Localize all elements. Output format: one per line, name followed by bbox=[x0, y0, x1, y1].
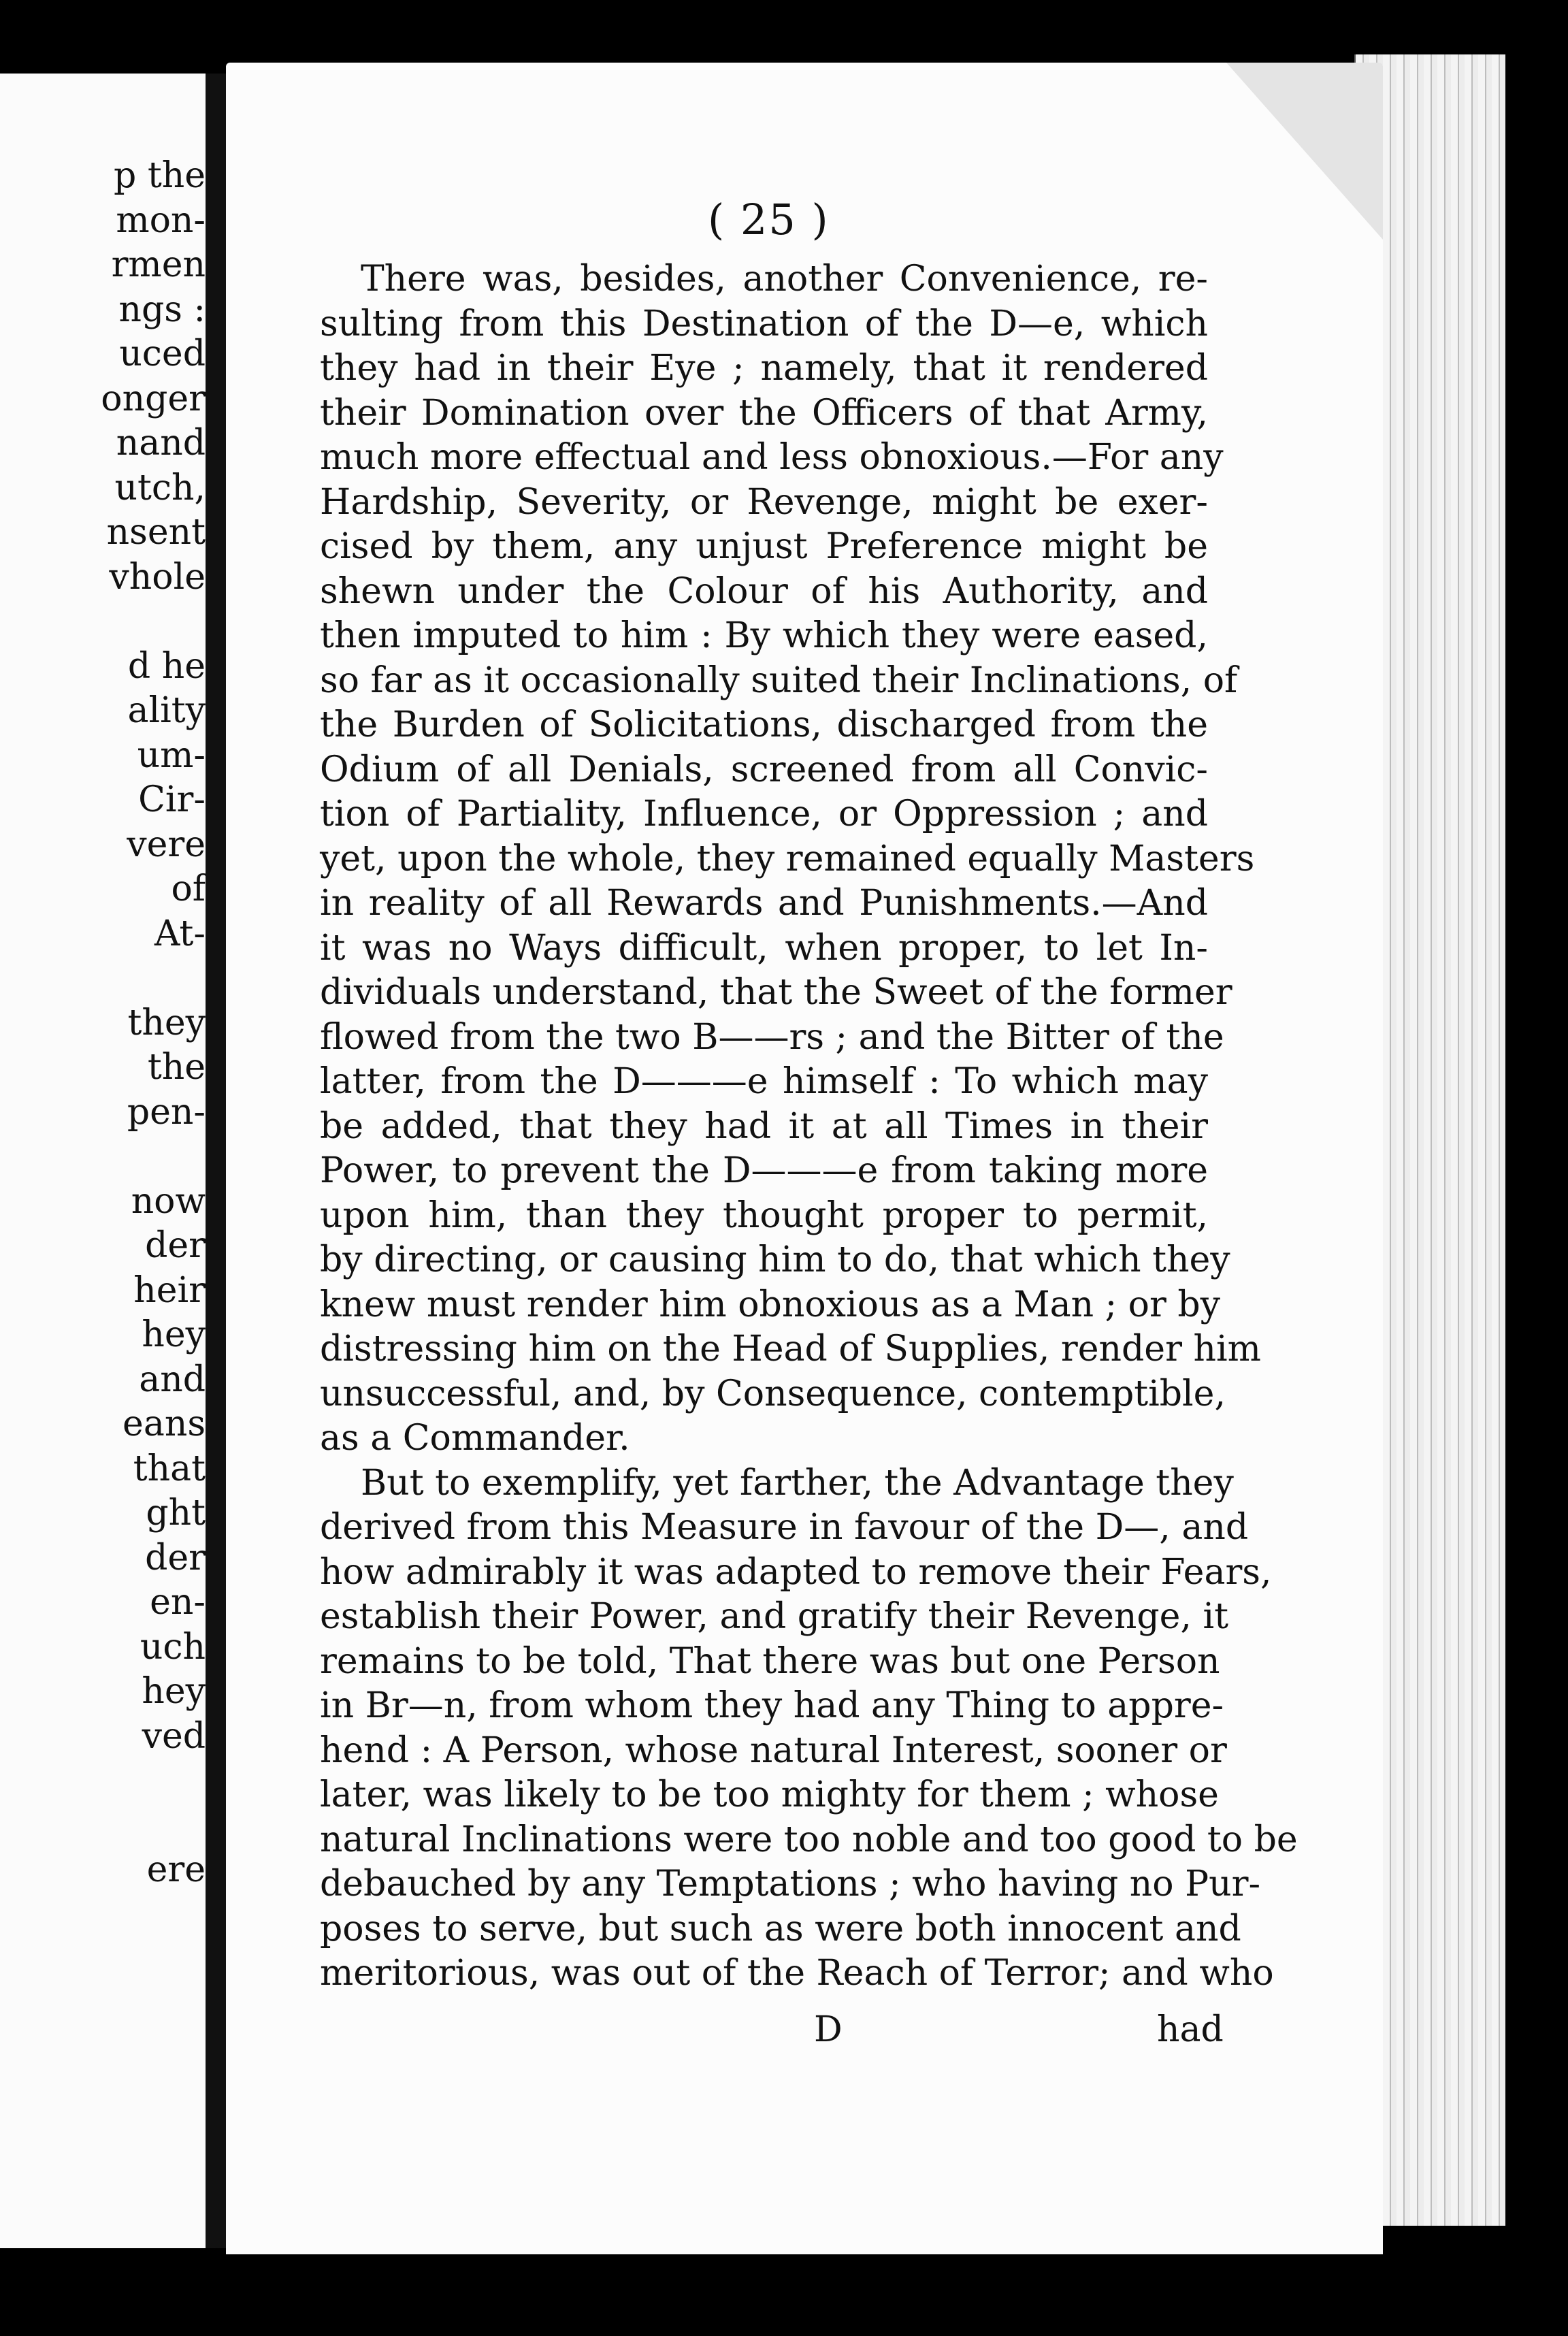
text-line: knew must render him obnoxious as a Man ; or by bbox=[320, 1284, 1221, 1325]
text-line: poses to serve, but such as were both innocent and bbox=[320, 1908, 1241, 1949]
text-line: But to exemplify, yet farther, the Advantage they bbox=[361, 1462, 1234, 1504]
left-page-line: eans bbox=[122, 1404, 206, 1444]
text-line: hend : A Person, whose natural Interest, sooner or bbox=[320, 1730, 1227, 1771]
text-line: they had in their Eye ; namely, that it rendered bbox=[320, 348, 1208, 389]
left-page-line: uced bbox=[119, 334, 206, 374]
text-line: Power, to prevent the D———e from taking more bbox=[320, 1150, 1208, 1191]
text-line: be added, that they had it at all Times in their bbox=[320, 1105, 1208, 1147]
left-page-line: der bbox=[145, 1537, 206, 1578]
left-page bbox=[0, 74, 208, 2248]
page-number: ( 25 ) bbox=[708, 195, 830, 244]
text-line: derived from this Measure in favour of the D—, and bbox=[320, 1507, 1249, 1548]
text-line: later, was likely to be too mighty for them ; whose bbox=[320, 1774, 1219, 1815]
catchword: had bbox=[1157, 2009, 1224, 2050]
text-line: remains to be told, That there was but one Person bbox=[320, 1640, 1220, 1682]
text-line: tion of Partiality, Influence, or Oppression ; and bbox=[320, 794, 1208, 834]
left-page-line: Cir- bbox=[138, 779, 206, 820]
text-line: sulting from this Destination of the D—e, which bbox=[320, 303, 1208, 344]
left-page-line: vhole bbox=[109, 556, 206, 598]
text-line: Odium of all Denials, screened from all Convic- bbox=[320, 749, 1208, 790]
text-line: the Burden of Solicitations, discharged from the bbox=[320, 704, 1208, 745]
text-line: in Br—n, from whom they had any Thing to appre- bbox=[320, 1685, 1224, 1726]
text-line: in reality of all Rewards and Punishments.—And bbox=[320, 883, 1208, 924]
text-line: as a Commander. bbox=[320, 1418, 630, 1459]
left-page-line: now bbox=[131, 1180, 206, 1222]
left-page-line: onger bbox=[101, 378, 206, 419]
text-line: distressing him on the Head of Supplies, render him bbox=[320, 1329, 1261, 1369]
left-page-line: ality bbox=[127, 690, 206, 731]
text-line: it was no Ways difficult, when proper, to let In- bbox=[320, 927, 1208, 969]
left-page-line: mon- bbox=[116, 199, 206, 241]
text-line: then imputed to him : By which they were eased, bbox=[320, 615, 1208, 656]
folded-corner bbox=[1226, 63, 1383, 240]
left-page-line: and bbox=[139, 1359, 206, 1400]
left-page-line: ght bbox=[146, 1493, 206, 1534]
left-page-line: heir bbox=[133, 1269, 206, 1311]
text-line: unsuccessful, and, by Consequence, contemptible, bbox=[320, 1373, 1226, 1414]
paragraph bbox=[320, 1461, 1298, 1996]
left-page-line: nsent bbox=[106, 512, 206, 553]
left-page-line: the bbox=[147, 1047, 206, 1088]
text-line: their Domination over the Officers of that Army, bbox=[320, 392, 1208, 434]
text-line: yet, upon the whole, they remained equally Masters bbox=[320, 838, 1255, 879]
text-line: shewn under the Colour of his Authority, and bbox=[320, 570, 1208, 612]
left-page-line: utch, bbox=[114, 467, 206, 508]
left-page-line: ere bbox=[146, 1849, 206, 1890]
text-line: meritorious, was out of the Reach of Terror; and who bbox=[320, 1953, 1274, 1994]
text-line: debauched by any Temptations ; who having no Pur- bbox=[320, 1864, 1261, 1904]
text-line: cised by them, any unjust Preference might be bbox=[320, 526, 1208, 567]
signature-mark: D bbox=[814, 2009, 843, 2050]
left-page-line: vere bbox=[127, 824, 206, 865]
left-page-line: der bbox=[145, 1225, 206, 1266]
left-page-line: that bbox=[133, 1448, 206, 1489]
left-page-line: hey bbox=[142, 1671, 206, 1712]
left-page-line: en- bbox=[150, 1582, 206, 1623]
left-page-line: nand bbox=[116, 423, 206, 464]
text-line: dividuals understand, that the Sweet of the former bbox=[320, 972, 1232, 1013]
paragraph bbox=[320, 257, 1261, 1461]
left-page-line: rmen bbox=[111, 244, 206, 285]
left-page-line: p the bbox=[114, 155, 206, 196]
left-page-line: ved bbox=[142, 1715, 206, 1757]
text-line: natural Inclinations were too noble and too good to be bbox=[320, 1819, 1298, 1860]
text-line: much more effectual and less obnoxious.—For any bbox=[320, 437, 1224, 478]
text-line: Hardship, Severity, or Revenge, might be exer- bbox=[320, 481, 1208, 523]
text-line: how admirably it was adapted to remove their Fears, bbox=[320, 1551, 1272, 1593]
left-page-line: At- bbox=[154, 913, 206, 954]
left-page-line: pen- bbox=[127, 1091, 206, 1133]
text-line: latter, from the D———e himself : To which may bbox=[320, 1061, 1208, 1102]
body-text bbox=[320, 257, 1298, 1996]
left-page-line: hey bbox=[142, 1314, 206, 1355]
text-line: establish their Power, and gratify their Revenge, it bbox=[320, 1596, 1228, 1637]
left-page-line: they bbox=[127, 1002, 206, 1043]
text-line: upon him, than they thought proper to permit, bbox=[320, 1195, 1208, 1236]
left-page-line: of bbox=[171, 869, 206, 909]
gutter bbox=[206, 74, 226, 2248]
text-line: so far as it occasionally suited their Inclinations, of bbox=[320, 660, 1238, 701]
left-page-line: um- bbox=[137, 734, 206, 776]
text-line: by directing, or causing him to do, that which they bbox=[320, 1239, 1230, 1280]
left-page-line: uch bbox=[140, 1626, 206, 1668]
text-line: There was, besides, another Convenience, re- bbox=[361, 259, 1208, 299]
text-line: flowed from the two B——rs ; and the Bitter of the bbox=[320, 1016, 1224, 1058]
left-page-line: d he bbox=[127, 645, 206, 687]
left-page-line: ngs : bbox=[118, 289, 206, 330]
